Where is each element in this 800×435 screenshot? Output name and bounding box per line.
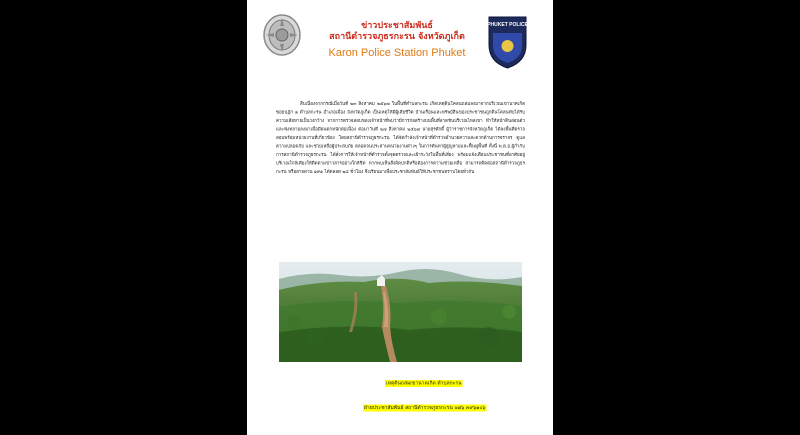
document-page: [247, 0, 553, 435]
header-station-english: Karon Police Station Phuket: [328, 46, 466, 59]
police-seal-icon: [262, 11, 302, 59]
phuket-police-badge-icon: [485, 14, 530, 69]
header-station-thai: สถานีตำรวจภูธรกะรน จังหวัดภูเก็ต: [329, 31, 465, 42]
news-body-paragraph: สืบเนื่องจากกรณีเมื่อวันที่ ๒๓ สิงหาคม ๒๕๖๗ ในพื้นที่ตำบลกะรน เกิดเหตุดินโคลนถล่มลงมาจากบริเวณเขานาคเกิด ซอยปฏัก ๑ ตำบลกะรน อำเภอเมือง จังหวัดภูเก็ต เป็นเหตุให้มีผู้เสียชีวิต บ้านเรือนและทรัพย์สินของประชาชนถูกดินโคลนทับได้รับความเสียหายเป็นวงกว้าง จากการตรวจสอบของเจ้าหน้าที่พบว่ามีการก่อสร้างบนพื้นที่ลาดชันบริเวณไหล่เขา ทำให้หน้าดินอ่อนตัวและพังทลายลงมาเมื่อมีฝนตกหนักต่อเนื่อง ต่อมาวันที่ ๒๗ สิงหาคม ๒๕๖๗ นายสุรศักดิ์ ผู้ว่าราชการจังหวัดภูเก็ต ได้ลงพื้นที่ตรวจสอบพร้อมหน่วยงานที่เกี่ยวข้อง โดยสถานีตำรวจภูธรกะรน ได้จัดกำลังเจ้าหน้าที่ตำรวจอำนวยความสะดวกด้านการจราจร ดูแลความปลอดภัย และช่วยเหลือผู้ประสบภัย ตลอดจนประสานหน่วยงานต่างๆ ในการค้นหาผู้สูญหายและฟื้นฟูพื้นที่ ทั้งนี้ พ.ต.อ.ผู้กำกับการสถานีตำรวจภูธรกะรน ได้สั่งการให้เจ้าหน้าที่ตำรวจตั้งจุดตรวจและเฝ้าระวังในพื้นที่เสี่ยง พร้อมแจ้งเตือนประชาชนที่อาศัยอยู่บริเวณใกล้เคียงให้ติดตามข่าวสารอย่างใกล้ชิด หากพบเห็นสิ่งผิดปกติหรือต้องการความช่วยเหลือ สามารถติดต่อสถานีตำรวจภูธรกะรน หรือสายด่วน ๑๙๑ ได้ตลอด ๒๔ ชั่วโมง จึงเรียนมาเพื่อประชาสัมพันธ์ให้ประชาชนทราบโดยทั่วกัน: [276, 101, 525, 175]
landslide-photo: [279, 262, 522, 362]
pr-contact-line: ฝ่ายประชาสัมพันธ์ สถานีตำรวจภูธรกะรน ๐๗๖ ๓๙๖๑๐๖: [364, 405, 486, 411]
badge-text: PHUKET POLICE: [487, 22, 528, 28]
header: [322, 20, 472, 60]
header-title: ข่าวประชาสัมพันธ์: [361, 20, 433, 31]
photo-caption: เหตุดินถล่มเขานาคเกิด ตำบลกะรน: [386, 380, 462, 386]
document-content: [247, 0, 553, 435]
